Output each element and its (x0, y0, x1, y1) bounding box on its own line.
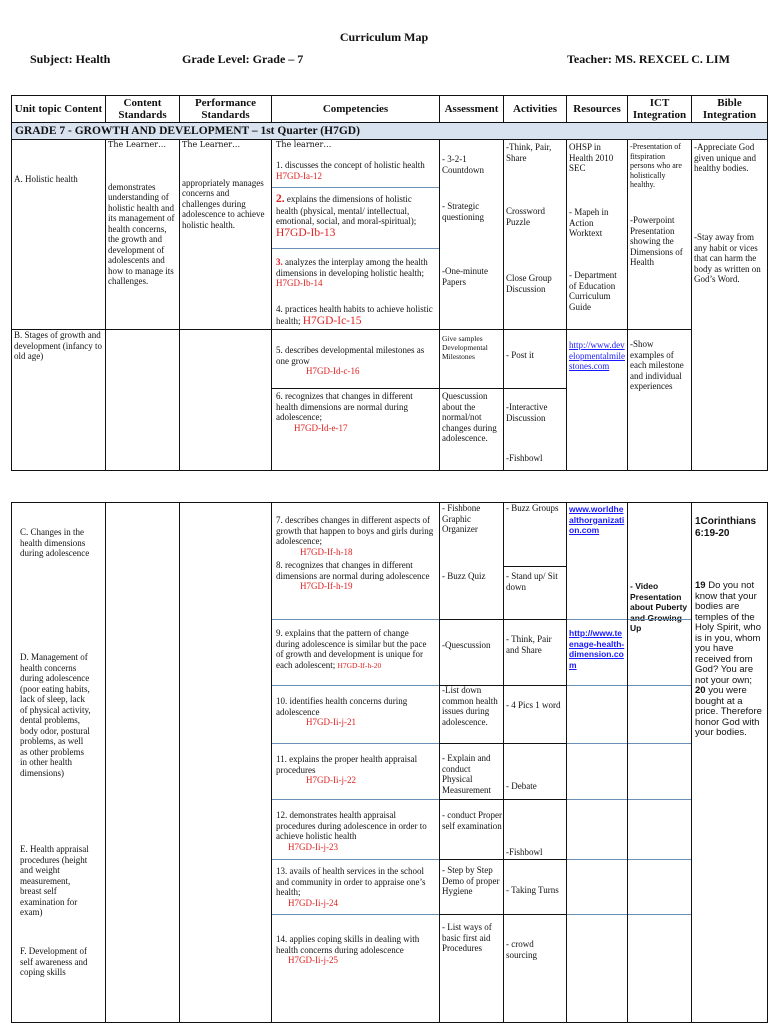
divider (504, 566, 566, 567)
divider (272, 685, 439, 686)
performance-standard-empty (180, 330, 272, 471)
header-bible: Bible Integration (692, 96, 768, 123)
header-content-standards: Content Standards (106, 96, 180, 123)
topic-d: D. Management of health concerns during adolescence (poor eating habits, lack of sleep, lack of physical activity, dental problems, body odor, postural problems, as well as other problems in other health dimensions) (20, 652, 91, 778)
resources-cell-1 (567, 140, 628, 330)
competency-3: 3. analyzes the interplay among the health dimensions in developing holistic health; H7GD-Ib-14 (276, 257, 428, 288)
bible-reference: 1Corinthians 6:19-20 (695, 516, 757, 539)
activity-1: -Think, Pair, Share (506, 142, 552, 163)
divider (440, 619, 503, 620)
activity-8: - Stand up/ Sit down (506, 571, 558, 592)
assessment-1: - 3-2-1 Countdown (442, 154, 485, 175)
ict-cell-1 (628, 140, 692, 330)
divider (628, 685, 691, 686)
divider (272, 799, 439, 800)
topic-c: C. Changes in the health dimensions during adolescence (20, 527, 90, 558)
activity-10: - 4 Pics 1 word (506, 700, 561, 710)
divider (567, 799, 627, 800)
resource-5 (567, 330, 628, 471)
divider (567, 685, 627, 686)
activity-9: - Think, Pair and Share (506, 634, 552, 655)
divider (272, 187, 439, 188)
curriculum-table-2 (11, 502, 768, 1023)
competency-2: 2. explains the dimensions of holistic health (physical, mental/ intellectual, emotional, social, and moral-spiritual); H7GD-Ib-13 (276, 193, 417, 239)
bible-cell-2 (692, 503, 768, 1023)
competency-13: 13. avails of health services in the school and community in order to appraise one’s health; H7GD-Ii-j-24 (276, 866, 426, 908)
content-standard-empty-2 (106, 503, 180, 1023)
assessment-10: -List down common health issues during adolescence. (442, 685, 498, 727)
divider (567, 914, 627, 915)
header-activities: Activities (504, 96, 567, 123)
divider (567, 619, 627, 620)
topic-a: A. Holistic health (12, 140, 106, 330)
who-link[interactable]: www.worldhealthorganization.com (569, 504, 625, 535)
divider (504, 685, 566, 686)
activity-7: - Buzz Groups (506, 503, 559, 513)
bible-cell-1 (692, 140, 768, 471)
performance-standard-empty-2 (180, 503, 272, 1023)
bible-verse: 19 Do you not know that your bodies are temples of the Holy Spirit, who is in you, whom you have received from God? You are not your own; 20 you were bought at a price. Therefore honor God with your bodies. (695, 580, 762, 738)
competency-6: 6. recognizes that changes in different health dimensions are normal during adolescence; H7GD-Id-e-17 (272, 389, 440, 471)
assessment-2: - Strategic questioning (442, 201, 484, 222)
competency-4: 4. practices health habits to achieve holistic health; H7GD-Ic-15 (276, 304, 433, 327)
header-resources: Resources (567, 96, 628, 123)
page-title: Curriculum Map (339, 30, 429, 44)
divider (440, 914, 503, 915)
assessment-3: -One-minute Papers (442, 266, 488, 287)
teenage-health-link[interactable]: http://www.teenage-health-dimension.com (569, 628, 625, 670)
competency-10: 10. identifies health concerns during adolescence H7GD-Ii-j-21 (276, 696, 408, 727)
competency-9: 9. explains that the pattern of change during adolescence is similar but the pace of growth and development is unique for each adolescent; H7GD-If-h-20 (276, 628, 427, 670)
assessment-6: Quescussion about the normal/not changes during adolescence. (440, 389, 504, 471)
divider (504, 799, 566, 800)
activity-5: - Post it (504, 330, 567, 389)
topic-b: B. Stages of growth and development (infancy to old age) (12, 330, 106, 471)
assessment-cell-1 (440, 140, 504, 330)
assessment-8: - Buzz Quiz (442, 571, 486, 581)
competencies-cell-2 (272, 503, 440, 1023)
quarter-banner: GRADE 7 - GROWTH AND DEVELOPMENT – 1st Quarter (H7GD) (12, 123, 768, 140)
divider (628, 743, 691, 744)
activity-14: - crowd sourcing (506, 939, 537, 960)
assessment-5: Give samples Developmental Milestones (440, 330, 504, 389)
activity-6: -Interactive Discussion (506, 402, 548, 423)
table-header-row (12, 96, 768, 123)
bible-2: -Stay away from any habit or vices that can harm the body as written on God’s Word. (694, 232, 761, 284)
competency-14: 14. applies coping skills in dealing with health concerns during adolescence H7GD-Ii-j-25 (276, 934, 420, 965)
header-ict: ICT Integration (628, 96, 692, 123)
competencies-cell-1 (272, 140, 440, 330)
header-performance-standards: Performance Standards (180, 96, 272, 123)
header-competencies: Competencies (272, 96, 440, 123)
activity-13: - Taking Turns (506, 885, 559, 895)
competency-7: 7. describes changes in different aspects of growth that happen to boys and girls during adolescence; H7GD-If-h-18 (276, 515, 434, 557)
assessment-cell-2 (440, 503, 504, 1023)
divider (628, 619, 691, 620)
subject-label: Subject: Health (30, 52, 111, 66)
resource-2: - Mapeh in Action Worktext (569, 207, 609, 238)
ict-1: -Presentation of fitspiration persons who are holistically healthy. (630, 142, 682, 189)
topic-e: E. Health appraisal procedures (height and weight measurement, breast self examination for exam) (20, 844, 89, 917)
divider (628, 859, 691, 860)
ict-5: -Show examples of each milestone and individual experiences (628, 330, 692, 471)
content-standard-empty (106, 330, 180, 471)
curriculum-table-1 (11, 95, 768, 471)
divider (272, 619, 439, 620)
assessment-13: - Step by Step Demo of proper Hygiene (442, 865, 500, 896)
divider (504, 859, 566, 860)
activity-6b: -Fishbowl (506, 453, 543, 463)
activities-cell-2 (504, 503, 567, 1023)
activity-11: - Debate (506, 781, 537, 791)
header-assessment: Assessment (440, 96, 504, 123)
resource-1: OHSP in Health 2010 SEC (569, 142, 614, 173)
resource-3: - Department of Education Curriculum Guide (569, 270, 617, 312)
bible-1: -Appreciate God given unique and healthy bodies. (694, 142, 756, 173)
content-standard-cell (106, 140, 180, 330)
developmental-milestones-link[interactable]: http://www.developmentalmilestones.com (569, 340, 625, 371)
divider (440, 743, 503, 744)
performance-standard-cell (180, 140, 272, 330)
activities-cell-1 (504, 140, 567, 330)
competency-5: 5. describes developmental milestones as one grow H7GD-Id-c-16 (272, 330, 440, 389)
grade-label: Grade Level: Grade – 7 (182, 52, 304, 66)
ict-8: - Video Presentation about Puberty and Growing Up (630, 581, 688, 633)
learner-label: The Learner… (108, 140, 167, 149)
divider (272, 248, 439, 249)
topics-cell (12, 503, 106, 1023)
divider (440, 799, 503, 800)
competency-8: 8. recognizes that changes in different dimensions are normal during adolescence H7GD-If-h-19 (276, 560, 430, 591)
assessment-11: - Explain and conduct Physical Measurement (442, 753, 491, 795)
divider (272, 914, 439, 915)
competency-1: 1. discusses the concept of holistic health H7GD-Ia-12 (276, 160, 425, 181)
activity-2: Crossword Puzzle (506, 206, 546, 227)
divider (504, 914, 566, 915)
divider (504, 743, 566, 744)
assessment-14: - List ways of basic first aid Procedures (442, 922, 492, 953)
header-unit-topic: Unit topic Content (12, 96, 106, 123)
assessment-9: -Quescussion (442, 640, 491, 650)
ict-cell-2 (628, 503, 692, 1023)
divider (567, 743, 627, 744)
activity-3: Close Group Discussion (506, 273, 552, 294)
topic-f: F. Development of self awareness and coping skills (20, 946, 88, 977)
ict-2: -Powerpoint Presentation showing the Dimensions of Health (630, 215, 683, 267)
assessment-7: - Fishbone Graphic Organizer (442, 503, 481, 534)
performance-standard-text: appropriately manages concerns and challenges during adolescence to achieve holistic health. (182, 177, 265, 230)
activity-6-cell (504, 389, 567, 471)
divider (567, 859, 627, 860)
learner-label: The learner… (276, 140, 332, 149)
activity-12: -Fishbowl (506, 847, 543, 857)
divider (628, 914, 691, 915)
assessment-12: - conduct Proper self examination (442, 810, 502, 831)
divider (440, 859, 503, 860)
learner-label: The Learner… (182, 140, 241, 149)
competency-11: 11. explains the proper health appraisal procedures H7GD-Ii-j-22 (276, 754, 418, 785)
divider (272, 743, 439, 744)
content-standard-text: demonstrates understanding of holistic health and its management of health concerns, the growth and development of adolescents and how to manage its challenges. (108, 181, 175, 286)
teacher-label: Teacher: MS. REXCEL C. LIM (567, 52, 730, 66)
resources-cell-2 (567, 503, 628, 1023)
divider (504, 619, 566, 620)
divider (628, 799, 691, 800)
competency-12: 12. demonstrates health appraisal procedures during adolescence in order to achieve holistic health H7GD-Ii-j-23 (276, 810, 427, 852)
divider (272, 859, 439, 860)
